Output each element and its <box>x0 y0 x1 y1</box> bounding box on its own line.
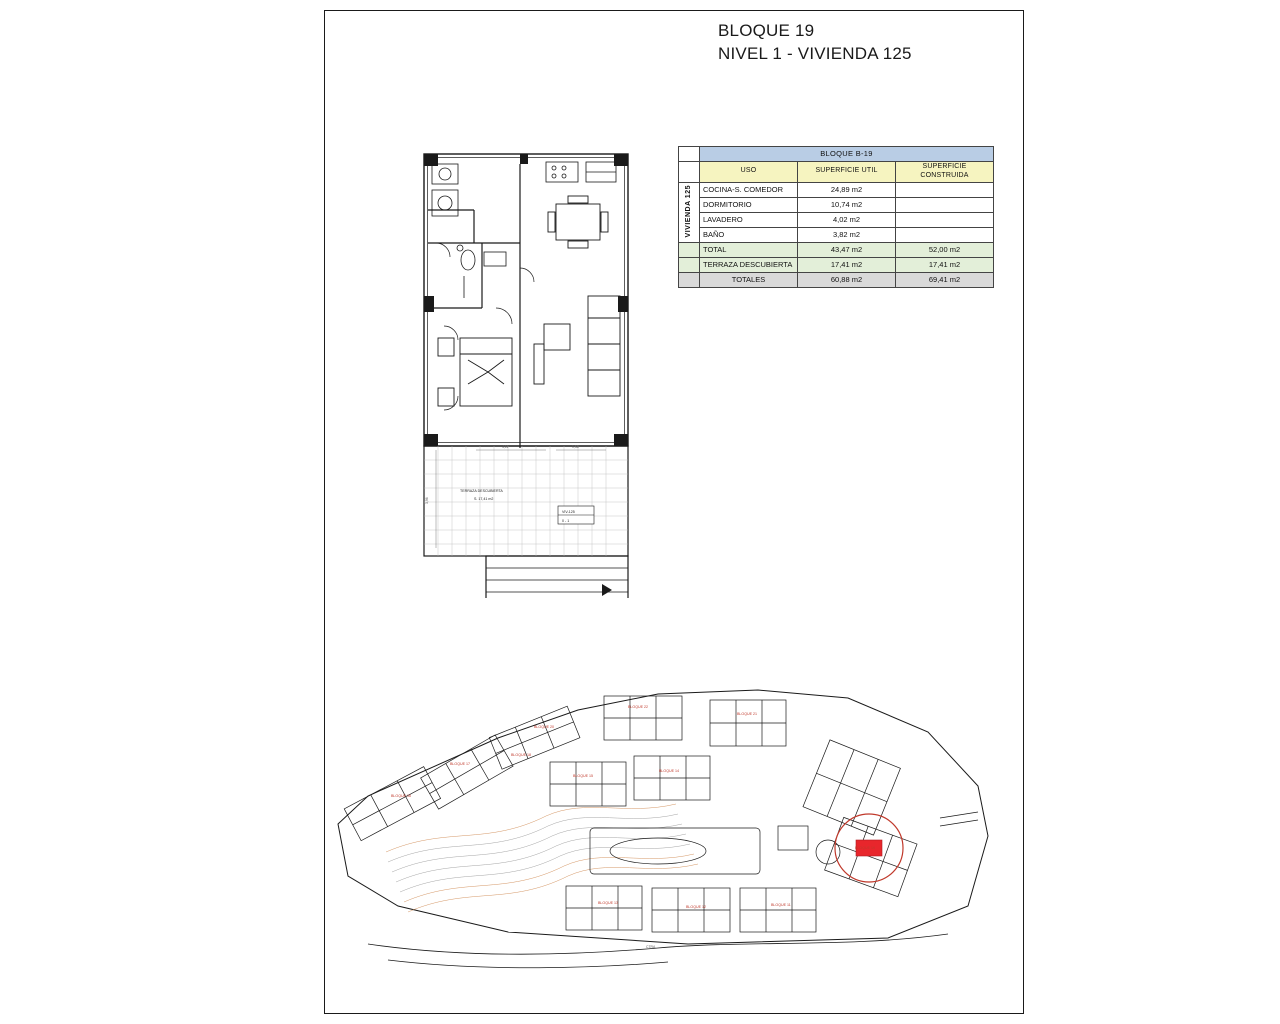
site-block-label: BLOQUE 11 <box>771 903 791 907</box>
cell-uso: BAÑO <box>700 227 798 242</box>
site-block-label: BLOQUE 14 <box>659 769 679 773</box>
cell-construida-terrace: 17,41 m2 <box>896 257 994 272</box>
table-header-construida <box>896 162 994 183</box>
page-title-line-2: NIVEL 1 - VIVIENDA 125 <box>718 43 912 63</box>
cell-uso: LAVADERO <box>700 212 798 227</box>
terrace-label-line-1: TERRAZA DESCUBIERTA <box>460 489 503 493</box>
table-header-util: SUPERFICIE UTIL <box>798 162 896 183</box>
cell-uso-totales: TOTALES <box>700 272 798 287</box>
cell-uso: COCINA-S. COMEDOR <box>700 182 798 197</box>
cell-uso: DORMITORIO <box>700 197 798 212</box>
table-header-block: BLOQUE B-19 <box>700 147 994 162</box>
cell-util-totales: 60,88 m2 <box>798 272 896 287</box>
cell-construida <box>896 227 994 242</box>
door-tag-line-1: VIV-125 <box>562 510 575 514</box>
title-block <box>718 20 998 66</box>
site-plan-drawing <box>328 676 1018 976</box>
side-label-text: VIVIENDA 125 <box>684 184 692 238</box>
cell-uso-terrace: TERRAZA DESCUBIERTA <box>700 257 798 272</box>
terrace-label-line-2: S. 17,41 m2 <box>474 497 494 501</box>
construida-line-1: SUPERFICIE <box>922 163 967 170</box>
cell-construida <box>896 182 994 197</box>
site-block-label: BLOQUE 13 <box>598 901 618 905</box>
table-row-block-header <box>679 147 994 162</box>
site-block-label: BLOQUE 21 <box>737 712 757 716</box>
cell-util: 10,74 m2 <box>798 197 896 212</box>
table-row-columns <box>679 162 994 183</box>
cell-util: 24,89 m2 <box>798 182 896 197</box>
site-block-label: BLOQUE 20 <box>534 725 554 729</box>
table-row <box>679 212 994 227</box>
site-block-label: BLOQUE 22 <box>628 705 648 709</box>
cell-util-total: 43,47 m2 <box>798 242 896 257</box>
table-row-totales <box>679 272 994 287</box>
site-block-label-19: BLOQUE 19 <box>855 846 875 850</box>
table-header-uso: USO <box>700 162 798 183</box>
areas-table <box>678 146 994 288</box>
cell-util-terrace: 17,41 m2 <box>798 257 896 272</box>
site-block-label: BLOQUE 15 <box>573 774 593 778</box>
table-cell-empty2 <box>679 162 700 183</box>
table-row <box>679 182 994 197</box>
floor-plan-drawing <box>416 148 636 598</box>
site-block-label: BLOQUE 17 <box>450 762 470 766</box>
cell-util: 3,82 m2 <box>798 227 896 242</box>
table-row-terrace <box>679 257 994 272</box>
table-cell-empty <box>679 147 700 162</box>
dim-top-2: 1,58 <box>572 445 579 449</box>
dim-top-1: 4,11 <box>502 445 509 449</box>
door-tag-line-2: 0 - 1 <box>562 519 570 523</box>
table-cell-empty4 <box>679 257 700 272</box>
table-row <box>679 227 994 242</box>
table-row <box>679 197 994 212</box>
dim-left: 3,96 <box>425 497 429 504</box>
site-block-label: BLOQUE 12 <box>686 905 706 909</box>
table-row-total <box>679 242 994 257</box>
street-label: CTRA. <box>646 945 657 949</box>
cell-construida-total: 52,00 m2 <box>896 242 994 257</box>
page-title-line-1: BLOQUE 19 <box>718 21 815 40</box>
table-cell-empty3 <box>679 242 700 257</box>
cell-util: 4,02 m2 <box>798 212 896 227</box>
cell-uso-total: TOTAL <box>700 242 798 257</box>
cell-construida <box>896 197 994 212</box>
drawing-sheet <box>248 0 1032 1024</box>
site-block-label: BLOQUE 18 <box>511 753 531 757</box>
table-side-label <box>679 182 700 242</box>
table-cell-empty5 <box>679 272 700 287</box>
cell-construida-totales: 69,41 m2 <box>896 272 994 287</box>
cell-construida <box>896 212 994 227</box>
site-block-label: BLOQUE 16 <box>391 794 411 798</box>
construida-line-2: CONSTRUIDA <box>920 171 969 179</box>
